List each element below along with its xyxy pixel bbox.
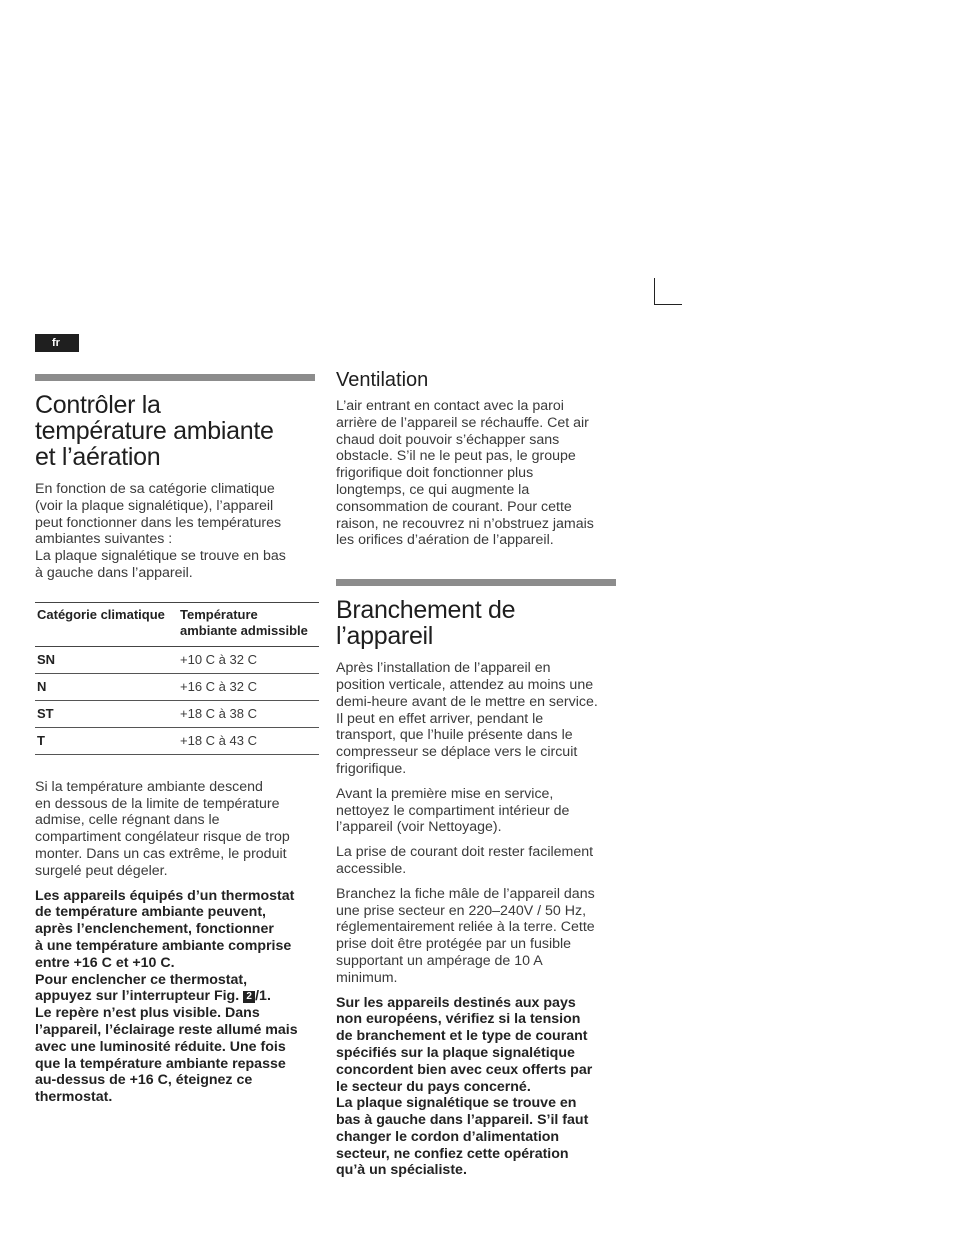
text-line: les orifices d’aération de l’appareil. bbox=[336, 532, 554, 549]
text-line: supportant un ampérage de 10 A bbox=[336, 952, 543, 969]
text-line: L’air entrant en contact avec la paroi bbox=[336, 398, 564, 414]
text-line: en dessous de la limite de température bbox=[35, 795, 280, 812]
socket-paragraph bbox=[336, 844, 616, 878]
text-line: monter. Dans un cas extrême, le produit bbox=[35, 845, 287, 862]
text-line: thermostat. bbox=[35, 1089, 113, 1106]
section-rule bbox=[336, 579, 616, 586]
text-line: une prise secteur en 220–240V / 50 Hz, bbox=[336, 902, 587, 919]
text-line: consommation de courant. Pour cette bbox=[336, 498, 572, 515]
table-cell-range: +18 C à 43 C bbox=[172, 727, 319, 754]
text-line: accessible. bbox=[336, 860, 407, 877]
text-line: obstacle. S’il ne le peut pas, le groupe bbox=[336, 448, 576, 465]
table-cell-range: +10 C à 32 C bbox=[172, 646, 319, 673]
text-line: ambiantes suivantes : bbox=[35, 531, 173, 548]
language-tag: fr bbox=[35, 334, 79, 352]
text-line: compresseur se déplace vers le circuit bbox=[336, 744, 578, 761]
text-line: nettoyez le compartiment intérieur de bbox=[336, 802, 570, 819]
text-line: changer le cordon d’alimentation bbox=[336, 1128, 560, 1145]
title-line: Contrôler la bbox=[35, 391, 161, 419]
text-line: l’appareil (voir Nettoyage). bbox=[336, 819, 502, 836]
text-line: minimum. bbox=[336, 969, 398, 986]
table-cell-category: N bbox=[35, 673, 172, 700]
table-cell-range: +18 C à 38 C bbox=[172, 700, 319, 727]
table-header-row bbox=[35, 602, 319, 646]
intro-paragraph bbox=[35, 481, 315, 582]
section-title-temperature bbox=[35, 392, 315, 470]
text-line: de branchement et le type de courant bbox=[336, 1028, 588, 1045]
text-line: admise, celle régnant dans le bbox=[35, 812, 220, 829]
table-row bbox=[35, 727, 319, 754]
text-line: concordent bien avec ceux offerts par bbox=[336, 1061, 593, 1078]
title-line: l’appareil bbox=[336, 622, 434, 651]
text-line: qu’à un spécialiste. bbox=[336, 1162, 467, 1179]
table-cell-range: +16 C à 32 C bbox=[172, 673, 319, 700]
text-line: La prise de courant doit rester facilement bbox=[336, 844, 594, 861]
text-line: Pour enclencher ce thermostat, bbox=[35, 971, 248, 988]
table-cell-category: T bbox=[35, 727, 172, 754]
text-line: Le repère n’est plus visible. Dans bbox=[35, 1005, 260, 1022]
text-line: Si la température ambiante descend bbox=[35, 778, 263, 795]
text-line: longtemps, ce qui augmente la bbox=[336, 481, 530, 498]
text-line: bas à gauche dans l’appareil. S’il faut bbox=[336, 1112, 589, 1129]
text-line: Sur les appareils destinés aux pays bbox=[336, 994, 576, 1011]
table-cell-category: ST bbox=[35, 700, 172, 727]
text-line: réglementairement reliée à la terre. Cette bbox=[336, 919, 595, 936]
installation-paragraph bbox=[336, 660, 616, 778]
section-rule bbox=[35, 374, 315, 381]
figure-number-badge: 2 bbox=[243, 991, 255, 1003]
text-line: Avant la première mise en service, bbox=[336, 785, 554, 802]
climate-class-table bbox=[35, 602, 319, 755]
text-line: non européens, vérifiez si la tension bbox=[336, 1011, 581, 1028]
text-line: que la température ambiante repasse bbox=[35, 1055, 286, 1072]
plug-paragraph bbox=[336, 886, 616, 987]
left-column bbox=[35, 374, 315, 1106]
text-line: frigorifique doit fonctionner plus bbox=[336, 465, 534, 482]
text-line: chaud doit pouvoir s’échapper sans bbox=[336, 431, 560, 448]
section-title-connection bbox=[336, 597, 616, 649]
title-line: température ambiante bbox=[35, 417, 274, 445]
text-line: Branchez la fiche mâle de l’appareil dans bbox=[336, 885, 595, 902]
text-line: spécifiés sur la plaque signalétique bbox=[336, 1044, 575, 1061]
middle-column bbox=[336, 368, 616, 1179]
table-header-category: Catégorie climatique bbox=[35, 602, 172, 646]
text-fragment: /1. bbox=[255, 988, 271, 1005]
text-line: Après l’installation de l’appareil en bbox=[336, 660, 551, 677]
text-line: compartiment congélateur risque de trop bbox=[35, 829, 290, 846]
text-line: (voir la plaque signalétique), l’appareil bbox=[35, 497, 274, 514]
text-line: demi-heure avant de le mettre en service. bbox=[336, 693, 598, 710]
text-line: à gauche dans l’appareil. bbox=[35, 564, 193, 581]
text-line: Il peut en effet arriver, pendant le bbox=[336, 710, 544, 727]
crop-mark bbox=[654, 278, 682, 305]
text-line: l’appareil, l’éclairage reste allumé mais bbox=[35, 1021, 298, 1038]
ventilation-paragraph bbox=[336, 398, 616, 549]
text-line: avec une luminosité réduite. Une fois bbox=[35, 1038, 286, 1055]
text-line: appuyez sur l’interrupteur Fig. bbox=[35, 988, 244, 1005]
text-line: En fonction de sa catégorie climatique bbox=[35, 481, 275, 497]
text-line: raison, ne recouvrez ni n’obstruez jamais bbox=[336, 515, 594, 532]
text-line: le secteur du pays concerné. bbox=[336, 1078, 531, 1095]
thermostat-paragraph bbox=[35, 888, 315, 1106]
text-line: au-dessus de +16 C, éteignez ce bbox=[35, 1072, 253, 1089]
text-line: position verticale, attendez au moins une bbox=[336, 676, 594, 693]
table-row bbox=[35, 700, 319, 727]
table-header-temperature: Température ambiante admissible bbox=[172, 602, 319, 646]
text-line: La plaque signalétique se trouve en bbox=[336, 1095, 577, 1112]
title-line: et l’aération bbox=[35, 443, 161, 471]
text-line: La plaque signalétique se trouve en bas bbox=[35, 548, 286, 565]
text-line: peut fonctionner dans les températures bbox=[35, 514, 282, 531]
text-line: transport, que l’huile présente dans le bbox=[336, 727, 573, 744]
section-title-ventilation: Ventilation bbox=[336, 369, 429, 391]
low-temperature-paragraph bbox=[35, 779, 315, 880]
title-line: Branchement de bbox=[336, 596, 516, 625]
table-row bbox=[35, 646, 319, 673]
text-line: après l’enclenchement, fonctionner bbox=[35, 921, 274, 938]
text-line: Les appareils équipés d’un thermostat bbox=[35, 887, 295, 904]
cleaning-paragraph bbox=[336, 786, 616, 836]
non-european-paragraph bbox=[336, 995, 616, 1180]
text-line: à une température ambiante comprise bbox=[35, 937, 292, 954]
text-line: secteur, ne confiez cette opération bbox=[336, 1145, 569, 1162]
table-cell-category: SN bbox=[35, 646, 172, 673]
text-line: de température ambiante peuvent, bbox=[35, 904, 267, 921]
text-line: frigorifique. bbox=[336, 760, 407, 777]
text-line: prise doit être protégée par un fusible bbox=[336, 936, 572, 953]
text-line: entre +16 C et +10 C. bbox=[35, 954, 175, 971]
text-line: arrière de l’appareil se réchauffe. Cet air bbox=[336, 414, 589, 431]
table-row bbox=[35, 673, 319, 700]
text-line: surgelé peut dégeler. bbox=[35, 862, 168, 879]
